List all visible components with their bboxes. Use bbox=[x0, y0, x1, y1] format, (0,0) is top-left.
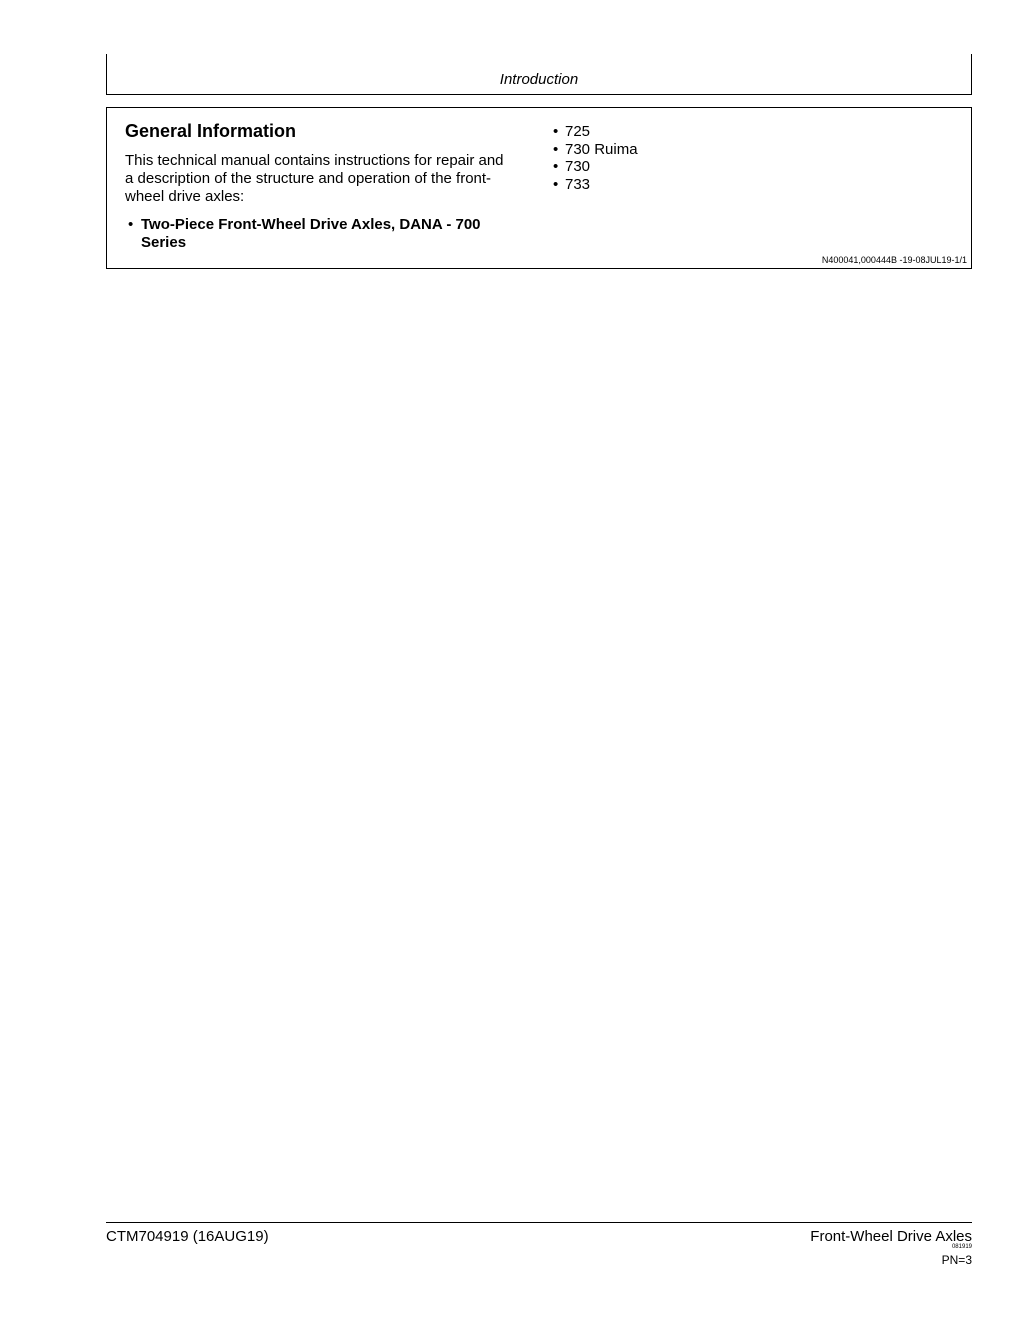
footer-date-code: 081919 bbox=[951, 1244, 972, 1250]
bullet-icon: • bbox=[553, 123, 559, 140]
footer-divider bbox=[106, 1222, 972, 1223]
header-title: Introduction bbox=[499, 71, 579, 88]
model-label: 725 bbox=[565, 123, 591, 140]
model-label: 730 bbox=[565, 158, 591, 175]
bullet-icon: • bbox=[553, 175, 559, 193]
axle-item-text: Two-Piece Front-Wheel Drive Axles, DANA - 700 Series bbox=[141, 216, 481, 251]
general-information-section bbox=[106, 107, 972, 269]
left-column bbox=[125, 120, 515, 252]
model-list bbox=[553, 123, 853, 193]
model-label: 733 bbox=[565, 175, 591, 193]
bullet-icon: • bbox=[553, 158, 559, 175]
footer-manual-title: Front-Wheel Drive Axles bbox=[810, 1228, 972, 1245]
reference-code: N400041,000444B -19-08JUL19-1/1 bbox=[821, 255, 967, 265]
model-list-item bbox=[553, 158, 853, 176]
model-label: 730 Ruima bbox=[565, 140, 638, 158]
model-list-item bbox=[553, 176, 853, 194]
bullet-icon: • bbox=[128, 216, 134, 233]
footer-doc-id: CTM704919 (16AUG19) bbox=[106, 1228, 269, 1245]
model-list-item bbox=[553, 123, 853, 141]
intro-paragraph: This technical manual contains instructions for repair and a description of the structure and operation of the front-wheel drive axles: bbox=[125, 152, 504, 205]
axle-list-item bbox=[125, 216, 515, 252]
bullet-icon: • bbox=[553, 140, 559, 158]
model-list-item bbox=[553, 141, 853, 159]
page-header bbox=[106, 54, 972, 95]
footer-page-number: PN=3 bbox=[941, 1253, 972, 1267]
section-heading: General Information bbox=[125, 121, 297, 141]
